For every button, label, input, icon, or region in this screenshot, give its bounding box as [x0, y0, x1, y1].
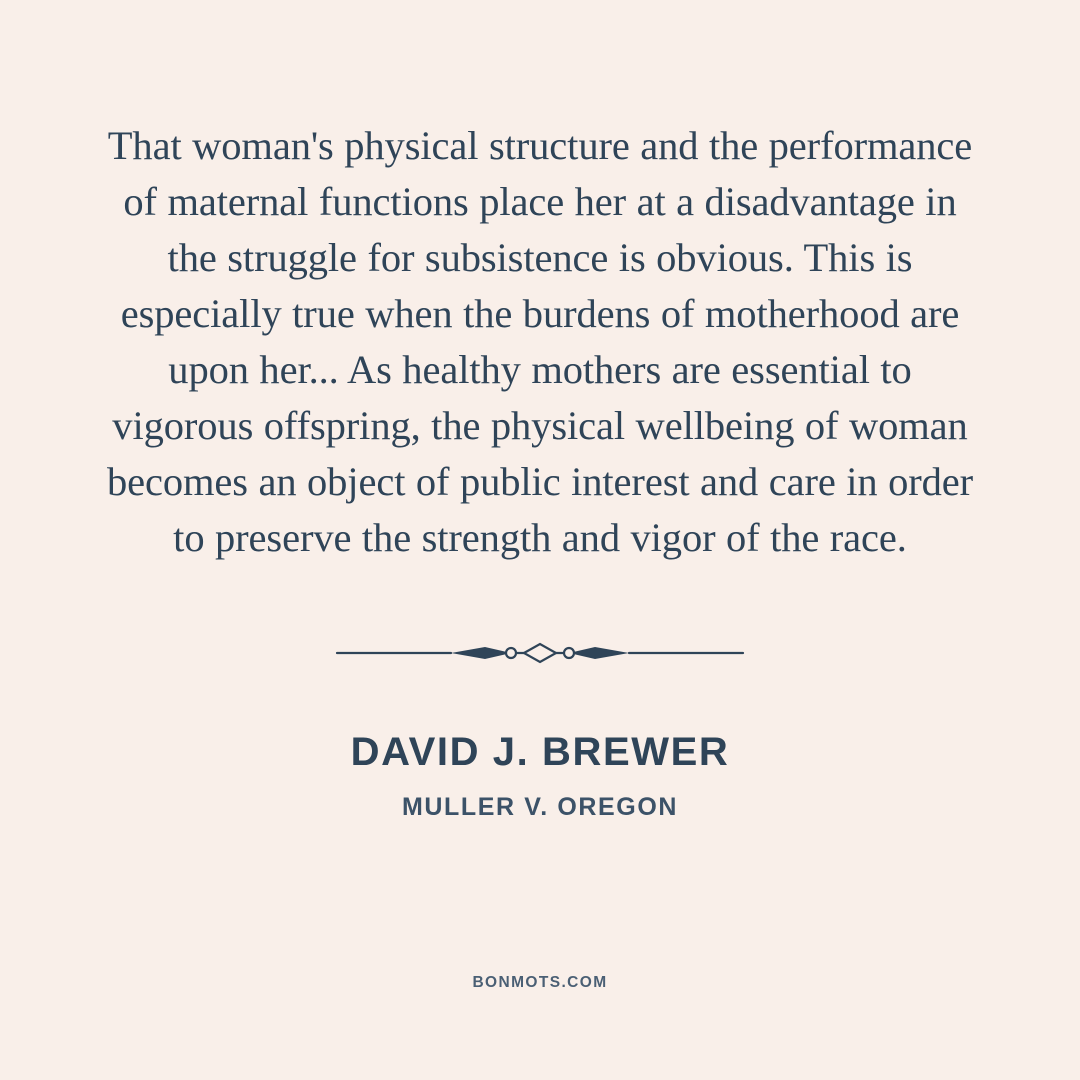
attribution — [351, 728, 730, 822]
diamond-flourish-divider-icon — [335, 638, 745, 668]
source-title: MULLER V. OREGON — [401, 793, 679, 821]
author-name: DAVID J. BREWER — [350, 730, 730, 774]
quote-text: That woman's physical structure and the performance of maternal functions place her at a disadvantage in the struggle for subsistence is obvious. This is especially true when the burdens of motherhood are upon her... As healthy mothers are essential to vigorous offspring, the physical wellbeing of woman becomes an object of public interest and care in order to preserve the strength and vigor of the race. — [106, 123, 974, 560]
site-watermark: BONMOTS.COM — [472, 974, 608, 991]
